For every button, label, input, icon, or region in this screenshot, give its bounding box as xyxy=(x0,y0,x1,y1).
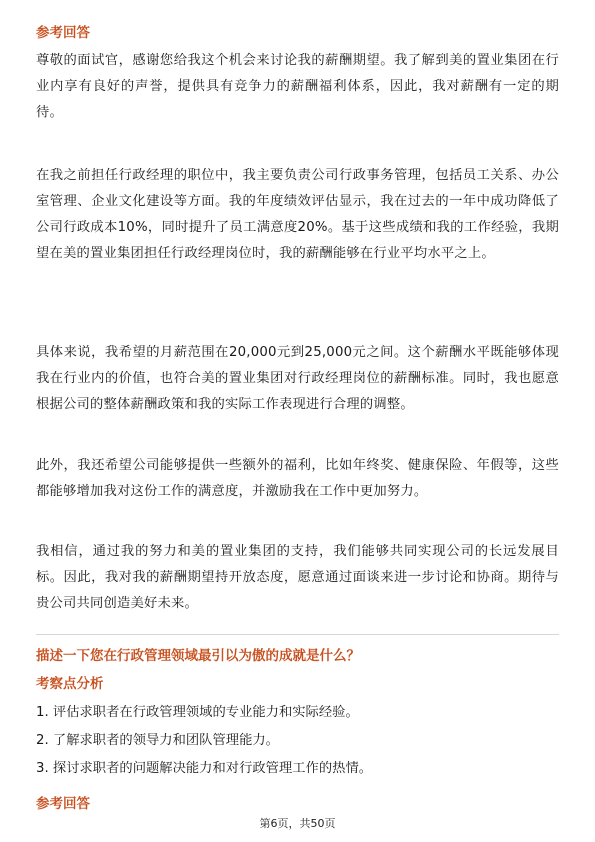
answer-paragraph-5: 我相信，通过我的努力和美的置业集团的支持，我们能够共同实现公司的长远发展目标。因此，我对我的薪酬期望持开放态度，愿意通过面谈来进一步讨论和协商。期待与贵公司共同创造美好未来。 xyxy=(36,544,559,611)
analysis-item-3: 3. 探讨求职者的问题解决能力和对行政管理工作的热情。 xyxy=(36,761,373,776)
answer-paragraph-3: 具体来说，我希望的月薪范围在20,000元到25,000元之间。这个薪酬水平既能够体现我在行业内的价值，也符合美的置业集团对行政经理岗位的薪酬标准。同时，我也愿意根据公司的整体薪酬政策和我的实际工作表现进行合理的调整。 xyxy=(36,345,559,412)
page-number: 第6页，共50页 xyxy=(259,817,336,830)
section-divider xyxy=(36,634,559,635)
interview-question: 描述一下您在行政管理领域最引以为傲的成就是什么？ xyxy=(36,648,360,664)
analysis-item-1: 1. 评估求职者在行政管理领域的专业能力和实际经验。 xyxy=(36,705,359,720)
answer-paragraph-4: 此外，我还希望公司能够提供一些额外的福利，比如年终奖、健康保险、年假等，这些都能够增加我对这份工作的满意度，并激励我在工作中更加努力。 xyxy=(36,458,559,499)
answer-paragraph-1: 尊敬的面试官，感谢您给我这个机会来讨论我的薪酬期望。我了解到美的置业集团在行业内享有良好的声誉，提供具有竞争力的薪酬福利体系，因此，我对薪酬有一定的期待。 xyxy=(36,53,559,120)
reference-answer-heading-2: 参考回答 xyxy=(36,796,90,812)
analysis-heading: 考察点分析 xyxy=(36,676,104,692)
analysis-item-2: 2. 了解求职者的领导力和团队管理能力。 xyxy=(36,733,279,748)
reference-answer-heading: 参考回答 xyxy=(36,25,90,41)
answer-paragraph-2: 在我之前担任行政经理的职位中，我主要负责公司行政事务管理，包括员工关系、办公室管理、企业文化建设等方面。我的年度绩效评估显示，我在过去的一年中成功降低了公司行政成本10%，同时提升了员工满意度20%。基于这些成绩和我的工作经验，我期望在美的置业集团担任行政经理岗位时，我的薪酬能够在行业平均水平之上。 xyxy=(36,168,559,261)
